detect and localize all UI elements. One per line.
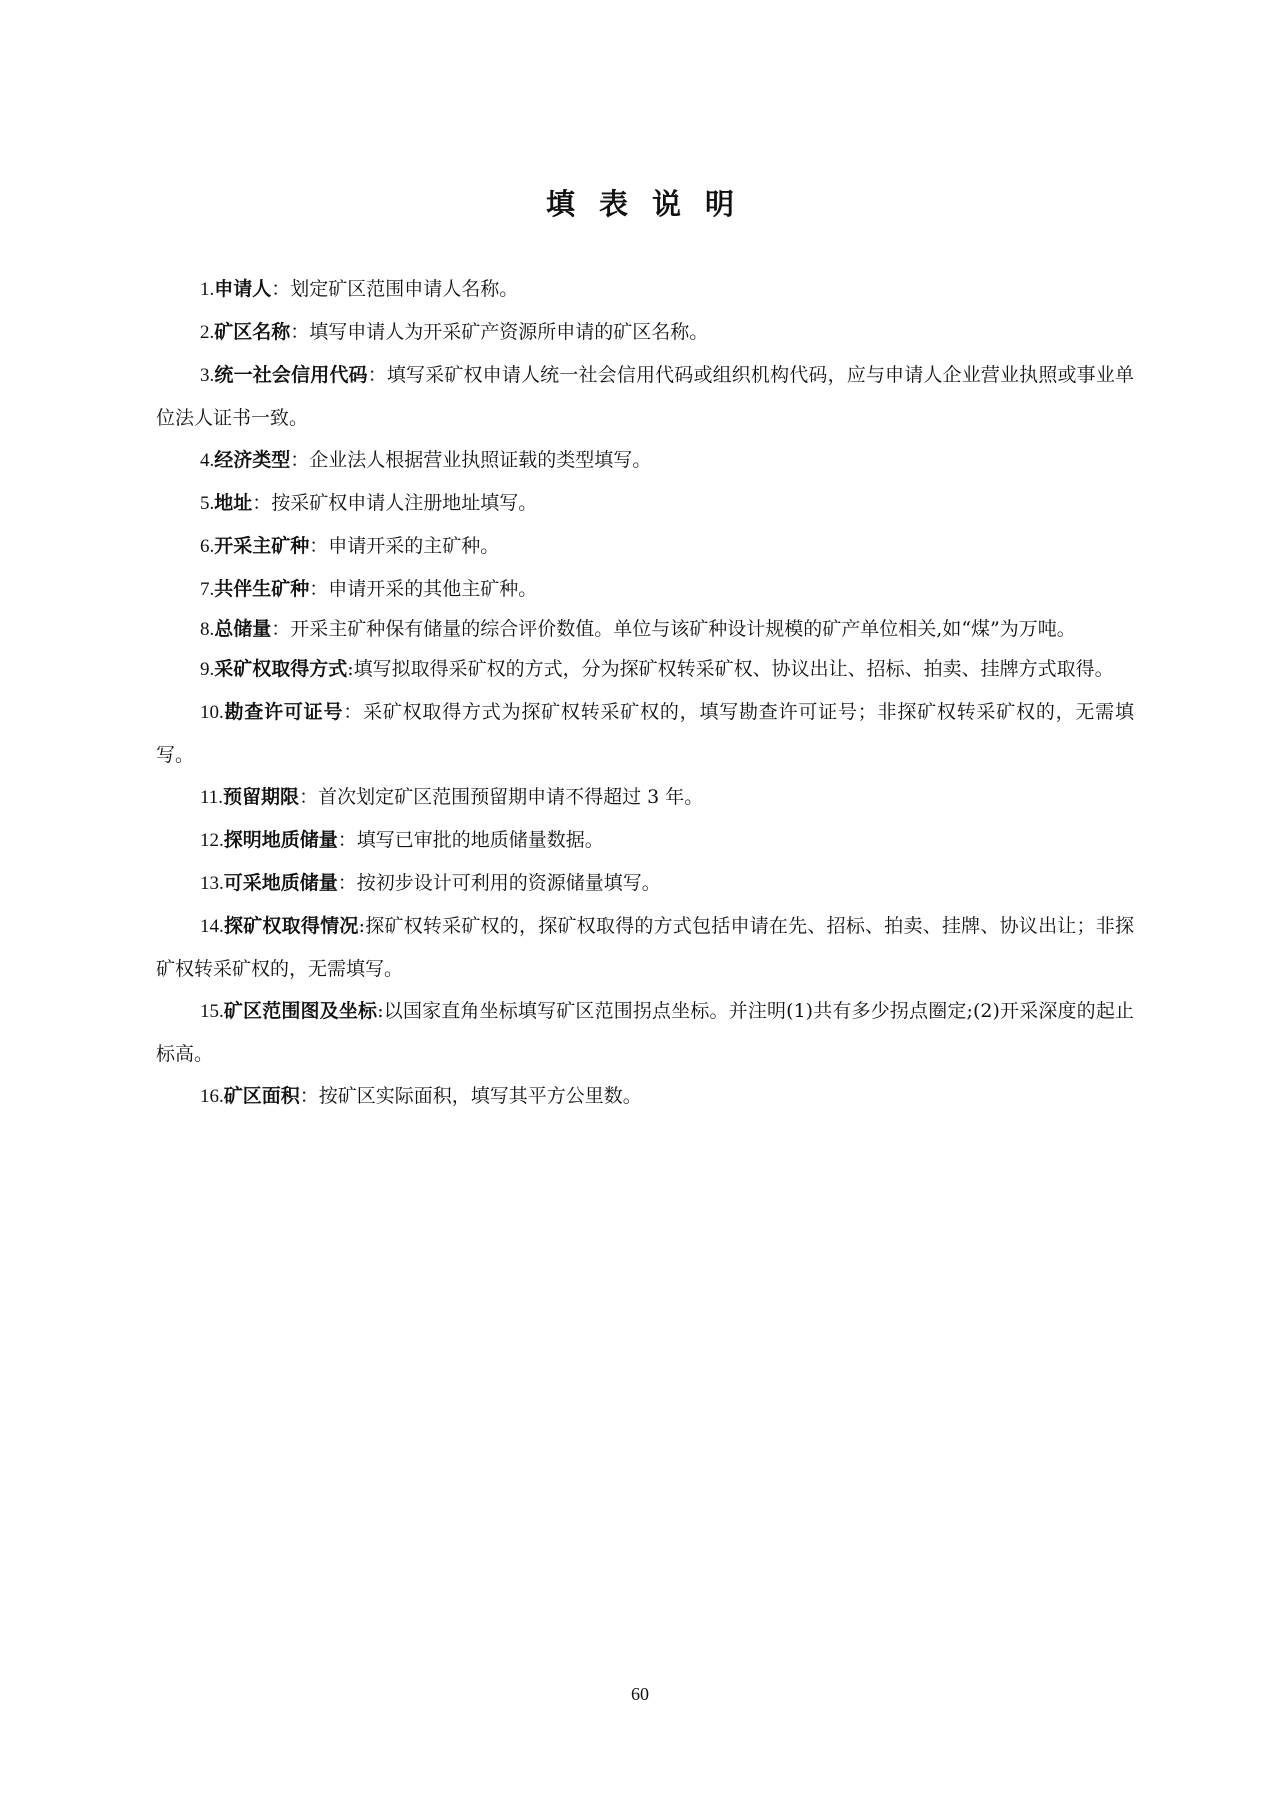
item-label: 申请人 (214, 278, 272, 300)
list-item (156, 439, 1134, 482)
list-item (156, 905, 1134, 990)
item-separator: ： (337, 829, 357, 851)
item-label: 开采主矿种 (214, 535, 310, 557)
item-label: 可采地质储量 (223, 872, 338, 894)
list-item (156, 525, 1134, 568)
item-text: 采矿权取得方式为探矿权转采矿权的，填写勘查许可证号；非探矿权转采矿权的，无需填写。 (156, 701, 1134, 766)
item-text: 探矿权转采矿权的，探矿权取得的方式包括申请在先、招标、拍卖、挂牌、协议出让；非探矿权转采矿权的，无需填写。 (156, 915, 1134, 980)
list-item (156, 611, 1134, 648)
item-separator: ： (337, 872, 357, 894)
item-number: 2. (200, 322, 215, 343)
item-number: 5. (200, 493, 215, 514)
item-number: 12. (200, 830, 224, 851)
item-separator: : (377, 1000, 384, 1022)
list-item (156, 691, 1134, 776)
item-text: 申请开采的其他主矿种。 (328, 578, 538, 600)
list-item (156, 862, 1134, 905)
item-text: 按矿区实际面积，填写其平方公里数。 (318, 1085, 642, 1107)
item-text: 按采矿权申请人注册地址填写。 (271, 492, 538, 514)
item-separator: : (358, 915, 365, 937)
item-label: 勘查许可证号 (223, 701, 344, 723)
item-number: 7. (200, 579, 215, 600)
instruction-list (156, 268, 1134, 1118)
item-text: 以国家直角坐标填写矿区范围拐点坐标。并注明(1)共有多少拐点圈定;(2)开采深度的起止标高。 (156, 1000, 1134, 1065)
item-separator: ： (252, 492, 272, 514)
item-number: 13. (200, 873, 224, 894)
item-text: 划定矿区范围申请人名称。 (290, 278, 519, 300)
item-label: 矿区范围图及坐标 (223, 1000, 378, 1022)
item-separator: ： (290, 321, 310, 343)
list-item (156, 354, 1134, 439)
item-label: 采矿权取得方式 (214, 658, 348, 680)
item-text: 按初步设计可利用的资源储量填写。 (356, 872, 661, 894)
page-title: 填表说明 (545, 187, 758, 222)
item-separator: ： (290, 449, 310, 471)
item-number: 11. (200, 787, 224, 808)
item-text: 开采主矿种保有储量的综合评价数值。单位与该矿种设计规模的矿产单位相关,如“煤”为万吨。 (290, 618, 1076, 640)
item-separator: ： (299, 1085, 319, 1107)
item-number: 6. (200, 536, 215, 557)
item-label: 经济类型 (214, 449, 291, 471)
item-label: 共伴生矿种 (214, 578, 310, 600)
item-number: 8. (200, 619, 215, 640)
list-item (156, 1075, 1134, 1118)
item-separator: ： (299, 786, 319, 808)
list-item (156, 311, 1134, 354)
item-text: 企业法人根据营业执照证载的类型填写。 (309, 449, 652, 471)
item-label: 统一社会信用代码 (214, 364, 368, 386)
item-label: 矿区名称 (214, 321, 291, 343)
item-separator: ： (343, 701, 364, 723)
item-number: 4. (200, 450, 215, 471)
item-label: 总储量 (214, 618, 272, 640)
item-text: 填写申请人为开采矿产资源所申请的矿区名称。 (309, 321, 709, 343)
list-item (156, 776, 1134, 819)
list-item (156, 990, 1134, 1075)
item-number: 1. (200, 279, 215, 300)
item-text: 填写已审批的地质储量数据。 (356, 829, 604, 851)
item-separator: ： (271, 618, 291, 640)
item-text: 首次划定矿区范围预留期申请不得超过 3 年。 (318, 786, 704, 808)
item-number: 15. (200, 1001, 224, 1022)
item-label: 矿区面积 (223, 1085, 300, 1107)
list-item (156, 648, 1134, 691)
list-item (156, 819, 1134, 862)
item-label: 探矿权取得情况 (223, 915, 359, 937)
item-number: 14. (200, 916, 224, 937)
item-separator: : (347, 658, 354, 680)
item-separator: ： (309, 535, 329, 557)
item-number: 9. (200, 659, 215, 680)
item-label: 探明地质储量 (223, 829, 338, 851)
item-text: 填写拟取得采矿权的方式，分为探矿权转采矿权、协议出让、招标、拍卖、挂牌方式取得。 (353, 658, 1114, 680)
item-label: 预留期限 (223, 786, 300, 808)
item-text: 填写采矿权申请人统一社会信用代码或组织机构代码，应与申请人企业营业执照或事业单位法人证书一致。 (156, 364, 1134, 429)
item-separator: ： (309, 578, 329, 600)
item-number: 10. (200, 702, 224, 723)
list-item (156, 482, 1134, 525)
item-text: 申请开采的主矿种。 (328, 535, 500, 557)
item-label: 地址 (214, 492, 253, 514)
list-item (156, 568, 1134, 611)
list-item (156, 268, 1134, 311)
item-separator: ： (271, 278, 291, 300)
item-number: 16. (200, 1086, 224, 1107)
item-number: 3. (200, 365, 215, 386)
item-separator: ： (367, 364, 387, 386)
page-number: 60 (631, 1684, 649, 1704)
